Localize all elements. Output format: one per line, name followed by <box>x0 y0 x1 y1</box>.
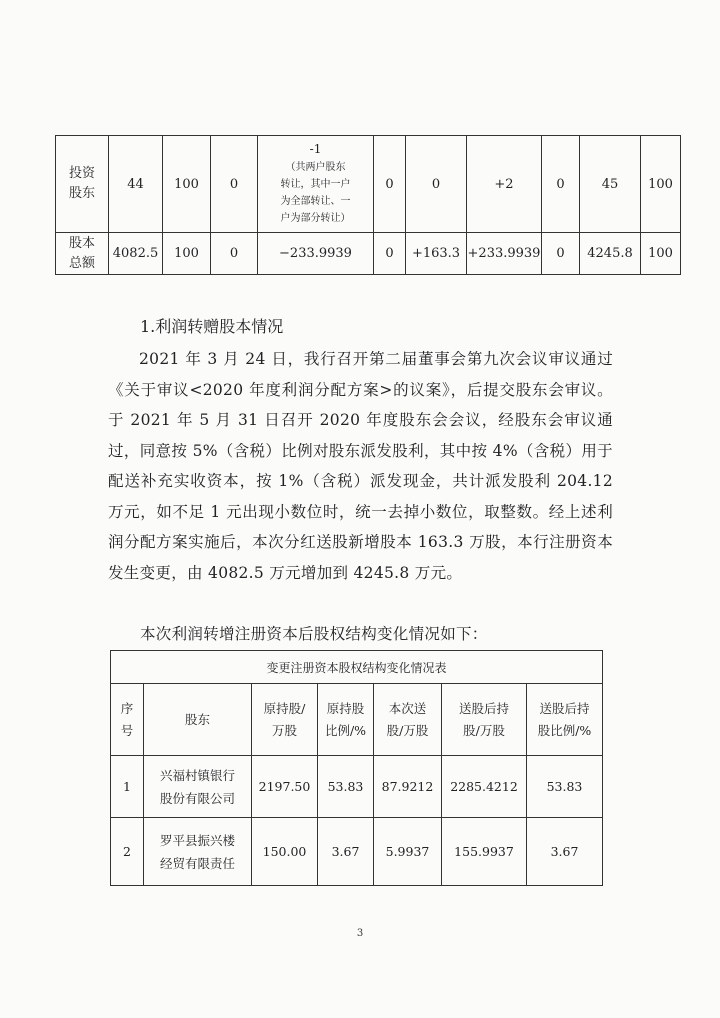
table-cell: 100 <box>163 136 211 233</box>
table-cell: 0 <box>406 136 467 233</box>
header-orig-shares: 原持股/ 万股 <box>252 684 318 756</box>
table-cell: 155.9937 <box>442 818 527 886</box>
header-after-shares: 送股后持 股/万股 <box>442 684 527 756</box>
table-cell: 4245.8 <box>580 233 641 275</box>
table-cell: 0 <box>374 136 406 233</box>
section-heading: 1.利润转赠股本情况 <box>140 317 284 336</box>
transfer-note-cell: -1 （共两户股东 转让，其中一户 为全部转让、一 户为部分转让） <box>258 136 374 233</box>
table-cell: +163.3 <box>406 233 467 275</box>
row-label: 股本 总额 <box>56 233 109 275</box>
table-cell: −233.9939 <box>258 233 374 275</box>
table-cell: 0 <box>211 136 258 233</box>
equity-change-table-continued <box>55 135 681 275</box>
table-row <box>56 233 681 275</box>
table-caption-row <box>111 651 603 684</box>
holder-cell: 罗平县振兴楼 经贸有限责任 <box>144 818 252 886</box>
table-cell: 100 <box>641 233 681 275</box>
table-cell: +2 <box>467 136 542 233</box>
page-number: 3 <box>356 928 364 939</box>
table-cell: 5.9937 <box>374 818 442 886</box>
table-cell: 53.83 <box>527 756 603 818</box>
table-intro-line: 本次利润转增注册资本后股权结构变化情况如下： <box>140 625 488 643</box>
header-after-ratio: 送股后持 股比例/% <box>527 684 603 756</box>
header-orig-ratio: 原持股 比例/% <box>318 684 374 756</box>
holder-cell: 兴福村镇银行 股份有限公司 <box>144 756 252 818</box>
row-label: 投资 股东 <box>56 136 109 233</box>
table-cell: 2285.4212 <box>442 756 527 818</box>
table-cell: 53.83 <box>318 756 374 818</box>
table-cell: 2 <box>111 818 144 886</box>
table-row <box>56 136 681 233</box>
table-header-row <box>111 684 603 756</box>
header-bonus-shares: 本次送 股/万股 <box>374 684 442 756</box>
table-cell: 2197.50 <box>252 756 318 818</box>
table-cell: 45 <box>580 136 641 233</box>
table-cell: 1 <box>111 756 144 818</box>
table-row <box>111 756 603 818</box>
table-cell: 150.00 <box>252 818 318 886</box>
table-cell: 0 <box>542 136 580 233</box>
body-paragraph: 2021 年 3 月 24 日，我行召开第二届董事会第九次会议审议通过《关于审议<2020 年度利润分配方案>的议案》，后提交股东会审议。于 2021 年 5 月 31 日召开 2020 年度股东会会议，经股东会审议通过，同意按 5%（含税）比例对股东派发股利，其中按 4%（含税）用于配送补充实收资本，按 1%（含税）派发现金，共计派发股利 204.12 万元，如不足 1 元出现小数位时，统一去掉小数位，取整数。经上述利润分配方案实施后，本次分红送股新增股本 163.3 万股，本行注册资本发生变更，由 4082.5 万元增加到 4245.8 万元。 <box>108 350 613 582</box>
header-holder: 股东 <box>144 684 252 756</box>
table-cell: 100 <box>163 233 211 275</box>
table-caption: 变更注册资本股权结构变化情况表 <box>111 651 603 684</box>
table-cell: 44 <box>109 136 163 233</box>
table-cell: 0 <box>542 233 580 275</box>
table-cell: 87.9212 <box>374 756 442 818</box>
registered-capital-change-table <box>110 650 603 886</box>
table-cell: 3.67 <box>318 818 374 886</box>
header-seq: 序 号 <box>111 684 144 756</box>
table-cell: 100 <box>641 136 681 233</box>
table-cell: +233.9939 <box>467 233 542 275</box>
table-row <box>111 818 603 886</box>
table-cell: 0 <box>374 233 406 275</box>
table-cell: 3.67 <box>527 818 603 886</box>
table-cell: 4082.5 <box>109 233 163 275</box>
table-cell: 0 <box>211 233 258 275</box>
